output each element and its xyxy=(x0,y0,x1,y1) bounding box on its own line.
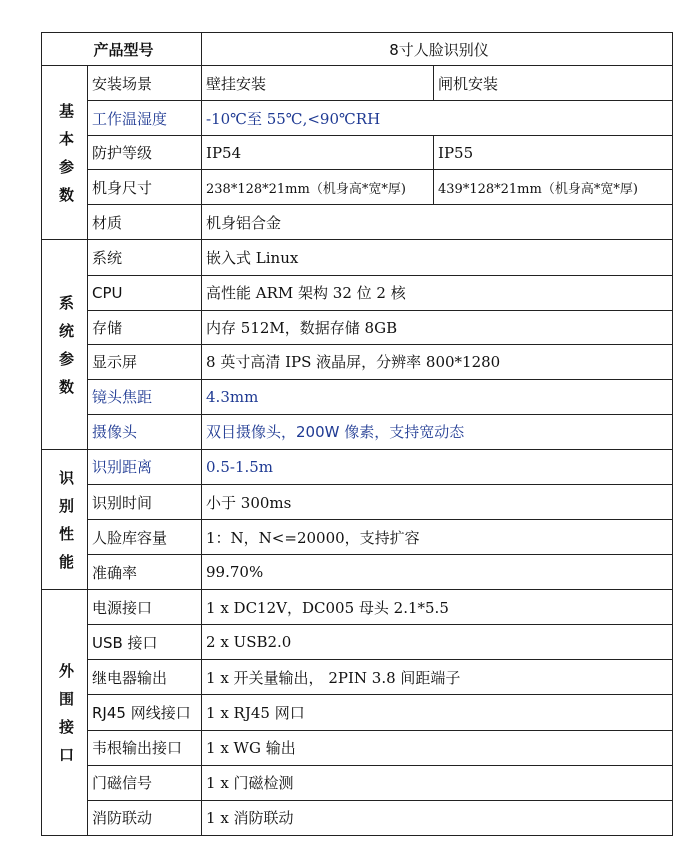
row-value-alt: 439*128*21mm（机身高*宽*厚) xyxy=(434,170,673,205)
table-row xyxy=(42,449,673,484)
row-value-alt: IP55 xyxy=(434,136,673,170)
row-label: 摄像头 xyxy=(88,414,202,449)
table-row xyxy=(42,379,673,414)
group-system-params: 系 统 参 数 xyxy=(42,240,88,449)
table-row xyxy=(42,765,673,800)
row-label: 存储 xyxy=(88,310,202,344)
row-value: 238*128*21mm（机身高*宽*厚) xyxy=(202,170,434,205)
row-label: 显示屏 xyxy=(88,344,202,379)
table-row xyxy=(42,485,673,520)
table-row xyxy=(42,66,673,101)
table-row xyxy=(42,101,673,136)
row-label: 安装场景 xyxy=(88,66,202,101)
table-row xyxy=(42,170,673,205)
row-value: 1 x WG 输出 xyxy=(202,730,673,765)
table-row xyxy=(42,240,673,275)
table-row xyxy=(42,136,673,170)
table-row xyxy=(42,730,673,765)
row-value: 双目摄像头，200W 像素，支持宽动态 xyxy=(202,414,673,449)
group-recognition-performance: 识 别 性 能 xyxy=(42,449,88,589)
table-row xyxy=(42,310,673,344)
table-row xyxy=(42,590,673,625)
row-label: 系统 xyxy=(88,240,202,275)
row-value: 1 x 门磁检测 xyxy=(202,765,673,800)
table-row xyxy=(42,344,673,379)
row-label: 消防联动 xyxy=(88,800,202,835)
row-value: 0.5-1.5m xyxy=(202,449,673,484)
row-value: 1：N，N<=20000，支持扩容 xyxy=(202,520,673,555)
model-value: 8寸人脸识别仪 xyxy=(202,33,673,66)
table-row xyxy=(42,520,673,555)
row-value: 4.3mm xyxy=(202,379,673,414)
row-label: CPU xyxy=(88,275,202,310)
row-label: 准确率 xyxy=(88,555,202,590)
table-row xyxy=(42,695,673,730)
row-value: 小于 300ms xyxy=(202,485,673,520)
row-label: 门磁信号 xyxy=(88,765,202,800)
row-label: RJ45 网线接口 xyxy=(88,695,202,730)
row-label: 电源接口 xyxy=(88,590,202,625)
row-value: 1 x 开关量输出， 2PIN 3.8 间距端子 xyxy=(202,660,673,695)
spec-table xyxy=(41,32,673,836)
table-row xyxy=(42,660,673,695)
table-row xyxy=(42,414,673,449)
row-label: 人脸库容量 xyxy=(88,520,202,555)
table-row xyxy=(42,205,673,240)
row-value: 嵌入式 Linux xyxy=(202,240,673,275)
table-row xyxy=(42,555,673,590)
row-value: -10℃至 55℃,<90℃RH xyxy=(202,101,673,136)
row-value: 1 x RJ45 网口 xyxy=(202,695,673,730)
row-value: 壁挂安装 xyxy=(202,66,434,101)
row-value: 内存 512M，数据存储 8GB xyxy=(202,310,673,344)
row-value: 8 英寸高清 IPS 液晶屏，分辨率 800*1280 xyxy=(202,344,673,379)
row-label: 防护等级 xyxy=(88,136,202,170)
row-value: 高性能 ARM 架构 32 位 2 核 xyxy=(202,275,673,310)
row-label: 镜头焦距 xyxy=(88,379,202,414)
row-value: IP54 xyxy=(202,136,434,170)
group-peripheral-interfaces: 外 围 接 口 xyxy=(42,590,88,836)
model-label: 产品型号 xyxy=(42,33,202,66)
row-value: 机身铝合金 xyxy=(202,205,673,240)
header-row xyxy=(42,33,673,66)
row-label: 韦根输出接口 xyxy=(88,730,202,765)
row-value: 99.70% xyxy=(202,555,673,590)
row-value: 1 x 消防联动 xyxy=(202,800,673,835)
row-value: 2 x USB2.0 xyxy=(202,625,673,660)
row-label: 识别距离 xyxy=(88,449,202,484)
table-row xyxy=(42,625,673,660)
row-label: 机身尺寸 xyxy=(88,170,202,205)
table-row xyxy=(42,800,673,835)
group-basic-params: 基 本 参 数 xyxy=(42,66,88,240)
row-label: 识别时间 xyxy=(88,485,202,520)
row-value: 1 x DC12V，DC005 母头 2.1*5.5 xyxy=(202,590,673,625)
row-label: 继电器输出 xyxy=(88,660,202,695)
row-label: USB 接口 xyxy=(88,625,202,660)
row-label: 材质 xyxy=(88,205,202,240)
row-value-alt: 闸机安装 xyxy=(434,66,673,101)
table-row xyxy=(42,275,673,310)
row-label: 工作温湿度 xyxy=(88,101,202,136)
